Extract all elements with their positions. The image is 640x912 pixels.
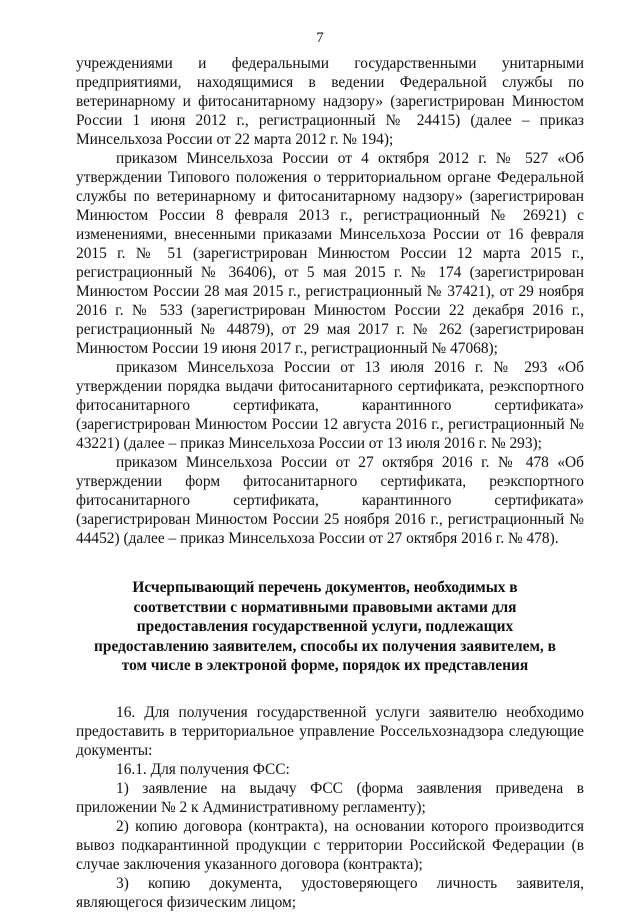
page-number: 7 <box>316 30 324 46</box>
paragraph-continuation: учреждениями и федеральными государственными унитарными предприятиями, находящимися в ведении Федеральной службы по ветеринарному и фитосанитарному надзору» (зарегистрирован Минюстом России 1 июня 2012 г., регистрационный № 24415) (далее – приказ Минсельхоза России от 22 марта 2012 г. № 194); <box>76 55 584 148</box>
list-item-1: 1) заявление на выдачу ФСС (форма заявления приведена в приложении № 2 к Административному регламенту); <box>76 779 584 816</box>
document-requirements <box>76 703 584 912</box>
paragraph-order-293: приказом Минсельхоза России от 13 июля 2016 г. № 293 «Об утверждении порядка выдачи фитосанитарного сертификата, реэкспортного фитосанитарного сертификата, карантинного сертификата» (зарегистрирован Минюстом России 12 августа 2016 г., регистрационный № 43221) (далее – приказ Минсельхоза России от 13 июля 2016 г. № 293); <box>76 359 584 452</box>
paragraph-order-478: приказом Минсельхоза России от 27 октября 2016 г. № 478 «Об утверждении форм фитосанитарного сертификата, реэкспортного фитосанитарного сертификата, карантинного сертификата» (зарегистрирован Минюстом России 25 ноября 2016 г., регистрационный № 44452) (далее – приказ Минсельхоза России от 27 октября 2016 г. № 478). <box>76 454 584 547</box>
list-item-3: 3) копию документа, удостоверяющего личность заявителя, являющегося физическим лицом; <box>76 874 584 911</box>
paragraph-16: 16. Для получения государственной услуги заявителю необходимо предоставить в территориальное управление Россельхознадзора следующие документы: <box>76 703 584 759</box>
paragraph-16-1: 16.1. Для получения ФСС: <box>116 760 290 778</box>
list-item-2: 2) копию договора (контракта), на основании которого производится вывоз подкарантинной продукции с территории Российской Федерации (в случае заключения указанного договора (контракта); <box>76 817 584 873</box>
paragraph-order-527: приказом Минсельхоза России от 4 октября 2012 г. № 527 «Об утверждении Типового положения о территориальном органе Федеральной службы по ветеринарному и фитосанитарному надзору» (зарегистрирован Минюстом России 8 февраля 2013 г., регистрационный № 26921) с изменениями, внесенными приказами Минсельхоза России от 16 февраля 2015 г. № 51 (зарегистрирован Минюстом России 12 марта 2015 г., регистрационный № 36406), от 5 мая 2015 г. № 174 (зарегистрирован Минюстом России 28 мая 2015 г., регистрационный № 37421), от 29 ноября 2016 г. № 533 (зарегистрирован Минюстом России 22 декабря 2016 г., регистрационный № 44879), от 29 мая 2017 г. № 262 (зарегистрирован Минюстом России 19 июня 2017 г., регистрационный № 47068); <box>76 150 584 357</box>
section-heading: Исчерпывающий перечень документов, необходимых в соответствии с нормативными правовыми актами для предоставления государственной услуги, подлежащих предоставлению заявителем, способы их получения заявителем, в том числе в электроной форме, порядок их представления <box>94 579 556 674</box>
regulation-list <box>76 54 584 548</box>
